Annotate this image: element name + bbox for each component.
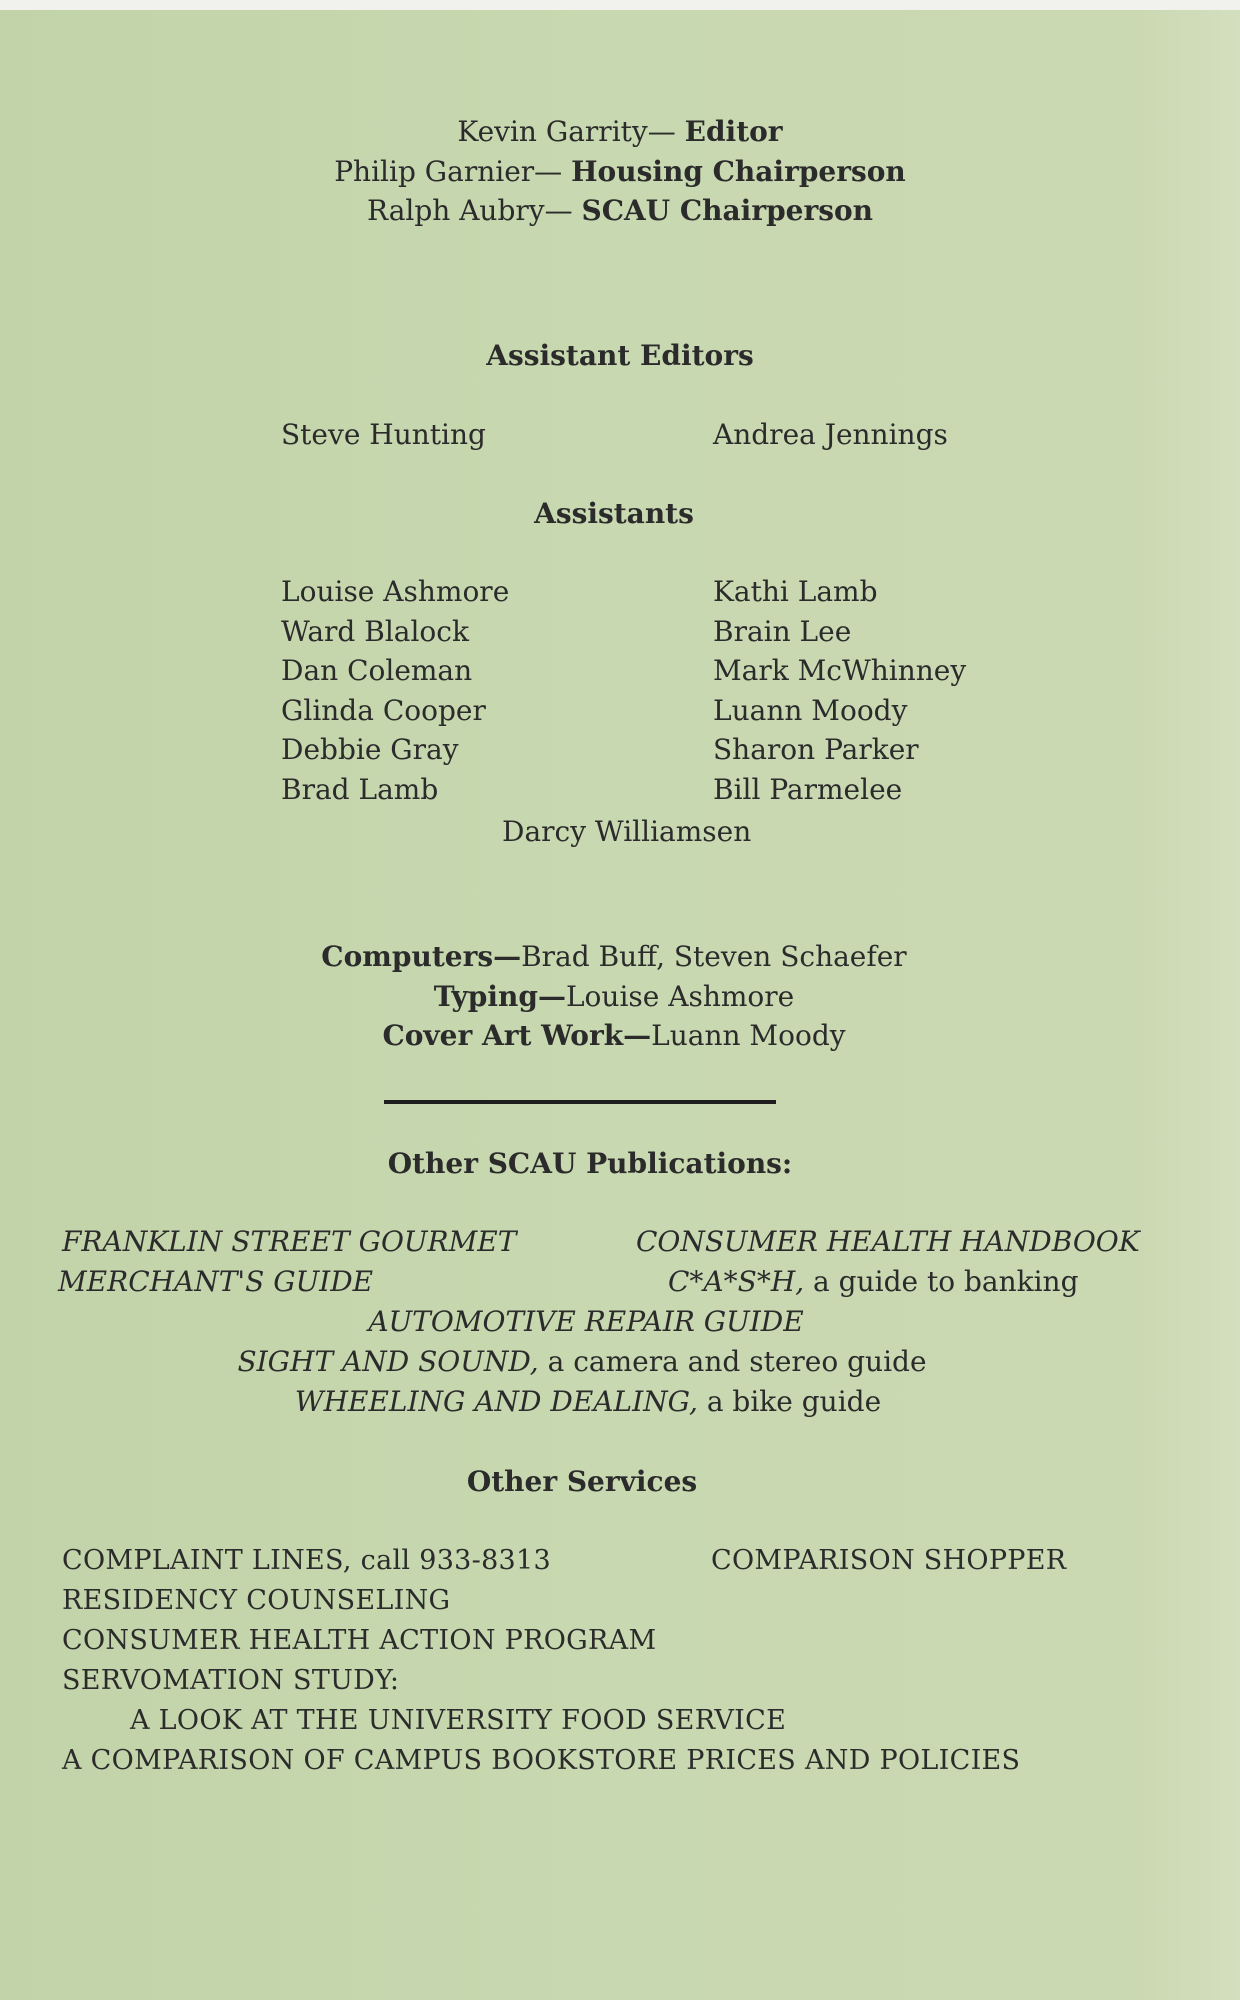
publications-heading: Other SCAU Publications: [387, 1147, 793, 1180]
assistant-name: Ward Blalock [281, 615, 469, 648]
assistant-name: Sharon Parker [713, 733, 919, 766]
assistant-name: Dan Coleman [281, 654, 473, 687]
credit-cover-art [0, 1019, 1234, 1053]
housing-name: Philip Garnier [334, 155, 535, 188]
service-subitem: A LOOK AT THE UNIVERSITY FOOD SERVICE [130, 1705, 787, 1736]
credit-typing [0, 980, 1234, 1014]
dash: — [534, 155, 572, 188]
publication-sight-sound [0, 1345, 1202, 1379]
scau-name: Ralph Aubry [366, 194, 545, 227]
credit-role: Computers— [321, 940, 522, 973]
publication-title: MERCHANT'S GUIDE [58, 1265, 374, 1298]
credit-role: Cover Art Work— [382, 1019, 652, 1052]
top-edge [0, 0, 1240, 10]
editor-role: Editor [684, 115, 783, 148]
publication-title: FRANKLIN STREET GOURMET [62, 1225, 517, 1258]
masthead-housing [0, 155, 1240, 189]
publication-title: CONSUMER HEALTH HANDBOOK [636, 1225, 1140, 1258]
assistant-editor-right: Andrea Jennings [713, 418, 948, 451]
service-item: A COMPARISON OF CAMPUS BOOKSTORE PRICES AND POLICIES [62, 1745, 1021, 1776]
dash: — [647, 115, 685, 148]
credit-names: Brad Buff, Steven Schaefer [521, 940, 907, 973]
service-item: COMPARISON SHOPPER [711, 1545, 1067, 1576]
service-item: RESIDENCY COUNSELING [62, 1585, 451, 1616]
assistant-name: Bill Parmelee [713, 773, 903, 806]
assistant-editor-left: Steve Hunting [281, 418, 486, 451]
publication-desc: a bike guide [697, 1385, 882, 1418]
assistant-name: Brain Lee [713, 615, 852, 648]
assistant-name-last: Darcy Williamsen [502, 815, 752, 848]
masthead-editor [0, 115, 1240, 149]
masthead-scau [0, 194, 1240, 228]
assistant-name: Louise Ashmore [281, 575, 510, 608]
editor-name: Kevin Garrity [457, 115, 648, 148]
credit-names: Luann Moody [651, 1019, 846, 1052]
publication-title: SIGHT AND SOUND, [237, 1345, 539, 1378]
credit-names: Louise Ashmore [565, 980, 795, 1013]
assistant-name: Kathi Lamb [713, 575, 878, 608]
assistant-name: Luann Moody [713, 694, 908, 727]
assistant-editors-heading: Assistant Editors [486, 339, 754, 372]
service-item: CONSUMER HEALTH ACTION PROGRAM [62, 1625, 657, 1656]
services-heading: Other Services [466, 1465, 698, 1498]
dash: — [544, 194, 582, 227]
assistant-name: Glinda Cooper [281, 694, 486, 727]
scau-role: SCAU Chairperson [581, 194, 874, 227]
credit-role: Typing— [433, 980, 566, 1013]
divider-rule [384, 1100, 776, 1104]
assistants-heading: Assistants [534, 497, 694, 530]
publication-cash [668, 1265, 1079, 1299]
assistant-name: Debbie Gray [281, 733, 459, 766]
publication-desc: a guide to banking [804, 1265, 1079, 1298]
publication-title: AUTOMOTIVE REPAIR GUIDE [368, 1305, 804, 1338]
publication-title: WHEELING AND DEALING, [294, 1385, 698, 1418]
publication-title: C*A*S*H, [668, 1265, 805, 1298]
service-item: COMPLAINT LINES, call 933-8313 [62, 1545, 551, 1576]
credit-computers [0, 940, 1234, 974]
service-item: SERVOMATION STUDY: [62, 1665, 400, 1696]
housing-role: Housing Chairperson [571, 155, 906, 188]
assistant-name: Mark McWhinney [713, 654, 967, 687]
publication-desc: a camera and stereo guide [538, 1345, 927, 1378]
assistant-name: Brad Lamb [281, 773, 439, 806]
publication-wheeling [0, 1385, 1208, 1419]
